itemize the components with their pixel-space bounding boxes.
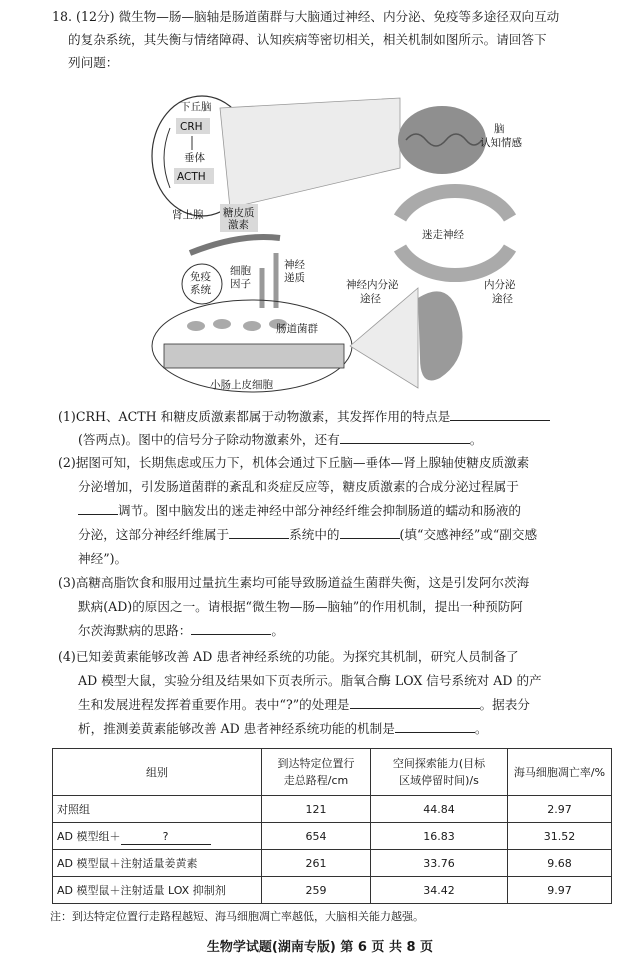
cell-space: 34.42 bbox=[371, 877, 508, 904]
q1-line-1 bbox=[58, 406, 550, 428]
label-neuroendocrine-1: 神经内分泌 bbox=[346, 279, 399, 291]
q2-blank-1[interactable] bbox=[78, 500, 118, 515]
gc-arrow bbox=[190, 237, 280, 253]
label-glucocorticoid-2: 激素 bbox=[228, 219, 249, 231]
label-immune-2: 系统 bbox=[190, 284, 211, 296]
cell-death: 9.97 bbox=[508, 877, 612, 904]
q2-line-2: 分泌增加，引发肠道菌群的紊乱和炎症反应等，糖皮质激素的合成分泌过程属于 bbox=[78, 479, 519, 494]
cell-group-text: AD 模型组＋ bbox=[57, 829, 121, 843]
q3-end: 。 bbox=[271, 623, 284, 638]
q4-blank-1[interactable] bbox=[350, 694, 480, 709]
label-brain: 脑 bbox=[494, 123, 505, 135]
label-hypothalamus: 下丘脑 bbox=[180, 101, 212, 113]
q2-blank-2[interactable] bbox=[229, 524, 289, 539]
cell-space: 44.84 bbox=[371, 796, 508, 823]
bacteria bbox=[187, 321, 205, 331]
q2-blank-3[interactable] bbox=[340, 524, 400, 539]
cycle-arrow-bottom bbox=[400, 248, 510, 275]
q4-text-3b: 。据表分 bbox=[479, 697, 530, 712]
gut-image bbox=[418, 291, 463, 380]
cell-space: 16.83 bbox=[371, 823, 508, 850]
header-path bbox=[262, 749, 371, 796]
q2-text-3: 调节。图中脑发出的迷走神经中部分神经纤维会抑制肠道的蠕动和肠液的 bbox=[118, 503, 521, 518]
q4-blank-2[interactable] bbox=[395, 718, 475, 733]
q1-blank-1[interactable] bbox=[450, 406, 550, 421]
label-cytokine-1: 细胞 bbox=[230, 265, 251, 277]
cell-death: 9.68 bbox=[508, 850, 612, 877]
table-row bbox=[53, 796, 612, 823]
cell-path: 259 bbox=[262, 877, 371, 904]
q4-line-3 bbox=[78, 694, 530, 716]
label-cytokine-2: 因子 bbox=[230, 278, 251, 290]
q2-line-5: 神经”)。 bbox=[78, 551, 128, 566]
table-header-row bbox=[53, 749, 612, 796]
stem-line-1: 18. (12分) 微生物—肠—脑轴是肠道菌群与大脑通过神经、内分泌、免疫等多途径双向互动 bbox=[52, 9, 560, 24]
label-vagus: 迷走神经 bbox=[422, 229, 464, 241]
bacteria bbox=[243, 321, 261, 331]
q4-text-3a: 生和发展进程发挥着重要作用。表中“?”的处理是 bbox=[78, 697, 350, 712]
q1-blank-2[interactable] bbox=[340, 429, 470, 444]
q2-line-3 bbox=[78, 500, 521, 522]
stem-line-2: 的复杂系统，其失衡与情绪障碍、认知疾病等密切相关，相关机制如图所示。请回答下 bbox=[68, 32, 547, 47]
label-epithelium: 小肠上皮细胞 bbox=[210, 379, 273, 391]
cell-group: 对照组 bbox=[53, 796, 262, 823]
header-space-2: 区域停留时间)/s bbox=[399, 774, 479, 787]
q2-line-4 bbox=[78, 524, 537, 546]
mechanism-figure bbox=[150, 88, 530, 400]
q4-line-2: AD 模型大鼠，实验分组及结果如下页表所示。脂氧合酶 LOX 信号系统对 AD 的产 bbox=[78, 673, 542, 688]
q3-line-2: 默病(AD)的原因之一。请根据“微生物—肠—脑轴”的作用机制，提出一种预防阿 bbox=[78, 599, 523, 614]
header-space-1: 空间探索能力(目标 bbox=[392, 757, 486, 770]
label-flora: 肠道菌群 bbox=[276, 323, 318, 335]
cell-death: 2.97 bbox=[508, 796, 612, 823]
cell-group: AD 模型鼠＋注射适量 LOX 抑制剂 bbox=[53, 877, 262, 904]
q4-line-1: (4)已知姜黄素能够改善 AD 患者神经系统的功能。为探究其机制，研究人员制备了 bbox=[58, 649, 519, 664]
q2-text-4b: 系统中的 bbox=[289, 527, 340, 542]
label-adrenal: 肾上腺 bbox=[172, 209, 204, 221]
brain-image bbox=[398, 106, 486, 174]
q1-line-2 bbox=[78, 429, 482, 451]
q3-line-3 bbox=[78, 620, 284, 642]
cell-space: 33.76 bbox=[371, 850, 508, 877]
cell-group bbox=[53, 823, 262, 850]
label-crh: CRH bbox=[180, 121, 203, 133]
q4-text-4b: 。 bbox=[474, 721, 488, 736]
table-row bbox=[53, 823, 612, 850]
q4-text-4a: 析，推测姜黄素能够改善 AD 患者神经系统功能的机制是 bbox=[78, 721, 395, 736]
page-footer: 生物学试题(湖南专版) 第 6 页 共 8 页 bbox=[206, 940, 434, 955]
label-cognition: 认知情感 bbox=[480, 137, 522, 149]
label-endocrine-2: 途径 bbox=[492, 293, 513, 305]
table-blank[interactable] bbox=[121, 830, 211, 845]
feedback-arrow bbox=[164, 128, 170, 188]
label-pituitary: 垂体 bbox=[184, 152, 205, 164]
q3-line-1: (3)高糖高脂饮食和服用过量抗生素均可能导致肠道益生菌群失衡，这是引发阿尔茨海 bbox=[58, 575, 530, 590]
table-note: 注：到达特定位置行走路程越短、海马细胞凋亡率越低，大脑相关能力越强。 bbox=[50, 910, 424, 923]
label-endocrine-1: 内分泌 bbox=[484, 279, 516, 291]
results-table bbox=[52, 748, 612, 904]
cell-group: AD 模型鼠＋注射适量姜黄素 bbox=[53, 850, 262, 877]
header-path-1: 到达特定位置行 bbox=[277, 757, 355, 770]
q3-text-3: 尔茨海默病的思路： bbox=[78, 623, 192, 638]
stem-line-3: 列问题： bbox=[68, 55, 119, 70]
table-row bbox=[53, 850, 612, 877]
label-glucocorticoid-1: 糖皮质 bbox=[223, 207, 255, 219]
bacteria bbox=[213, 319, 231, 329]
q2-text-4a: 分泌，这部分神经纤维属于 bbox=[78, 527, 230, 542]
label-immune-1: 免疫 bbox=[190, 271, 211, 283]
cell-path: 654 bbox=[262, 823, 371, 850]
header-space bbox=[371, 749, 508, 796]
header-group: 组别 bbox=[53, 749, 262, 796]
cycle-arrow-top bbox=[400, 191, 510, 218]
q3-blank[interactable] bbox=[191, 620, 271, 635]
q1-end: 。 bbox=[469, 432, 483, 447]
header-path-2: 走总路程/cm bbox=[283, 774, 349, 787]
label-neuroendocrine-2: 途径 bbox=[360, 293, 381, 305]
label-neurotransmitter-1: 神经 bbox=[284, 259, 305, 271]
q2-line-1: (2)据图可知，长期焦虑或压力下，机体会通过下丘脑—垂体—肾上腺轴使糖皮质激素 bbox=[58, 455, 530, 470]
q1-text-2: (答两点)。图中的信号分子除动物激素外，还有 bbox=[78, 432, 340, 447]
q1-text-1: (1)CRH、ACTH 和糖皮质激素都属于动物激素，其发挥作用的特点是 bbox=[58, 409, 451, 424]
question-mark: ? bbox=[162, 829, 169, 843]
cell-path: 261 bbox=[262, 850, 371, 877]
label-acth: ACTH bbox=[177, 171, 206, 183]
q4-line-4 bbox=[78, 718, 487, 740]
table-row bbox=[53, 877, 612, 904]
q2-text-4c: (填“交感神经”或“副交感 bbox=[399, 527, 538, 542]
header-death: 海马细胞凋亡率/% bbox=[508, 749, 612, 796]
cell-death: 31.52 bbox=[508, 823, 612, 850]
label-neurotransmitter-2: 递质 bbox=[284, 272, 305, 284]
epithelium-cells bbox=[164, 344, 344, 368]
cell-path: 121 bbox=[262, 796, 371, 823]
brain-cone bbox=[220, 98, 400, 208]
